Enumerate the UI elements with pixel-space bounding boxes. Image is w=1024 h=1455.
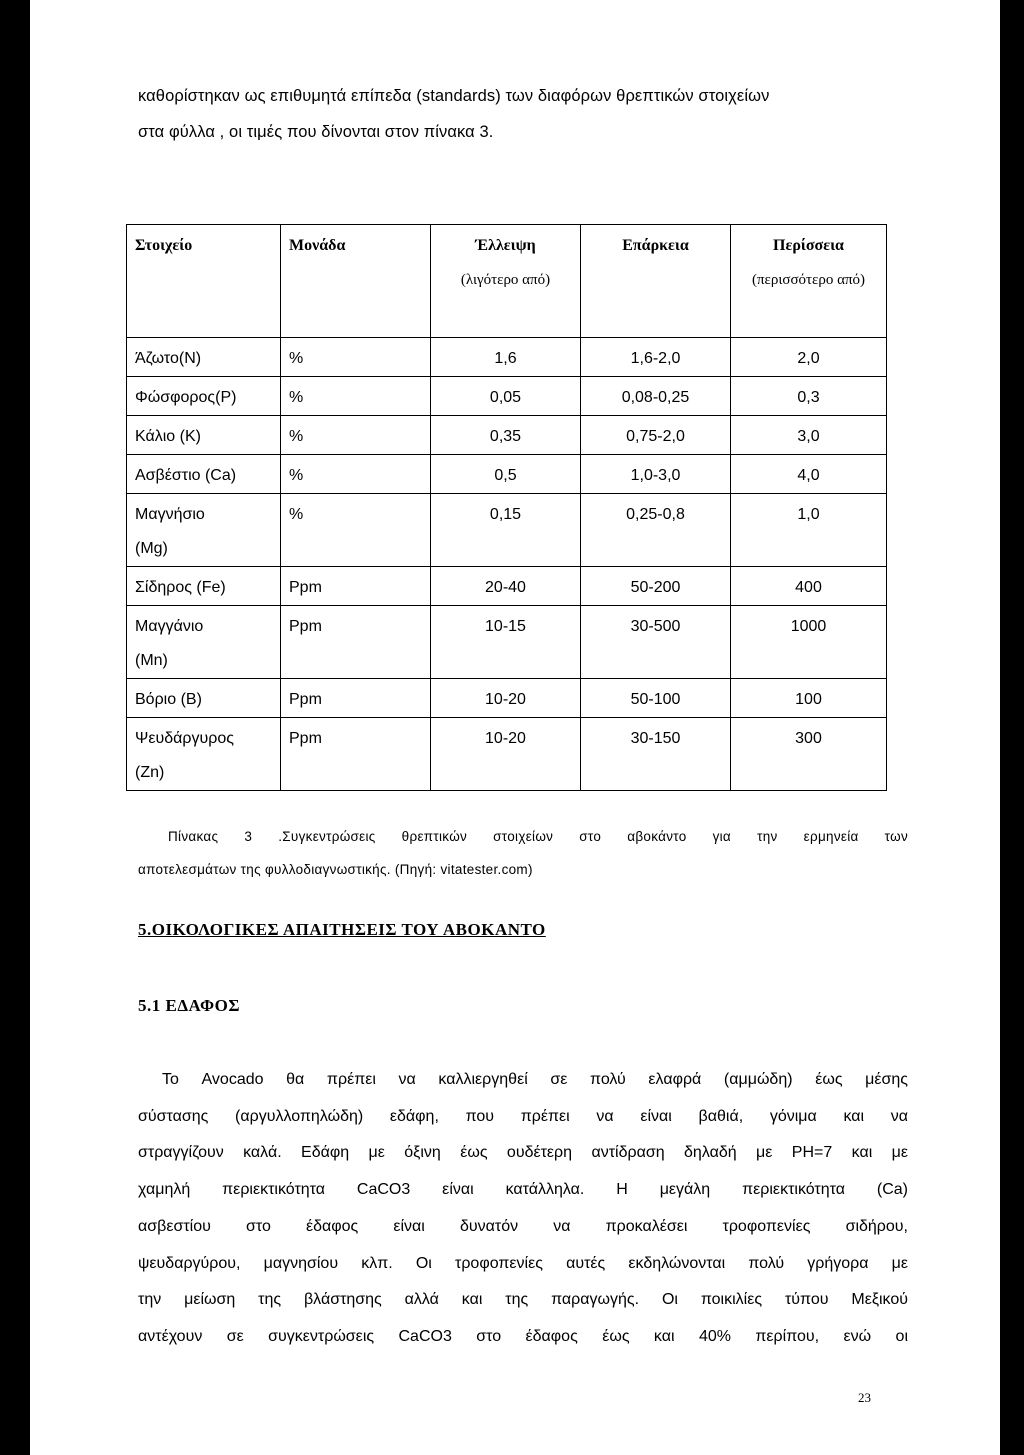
cell-element: Μαγγάνιο (Mn) [127,606,281,679]
cell-excess: 0,3 [731,377,887,416]
cell-deficiency: 0,35 [431,416,581,455]
cell-deficiency: 20-40 [431,567,581,606]
body-paragraph [138,1062,908,1356]
body-line: ασβεστίου στο έδαφος είναι δυνατόν να προκαλέσει τροφοπενίες σιδήρου, [138,1217,908,1235]
cell-unit: Ppm [281,679,431,718]
table-row [127,567,887,606]
table-row [127,606,887,679]
cell-unit: Ppm [281,606,431,679]
cell-sufficiency: 50-100 [581,679,731,718]
table-row [127,338,887,377]
cell-sufficiency: 1,6-2,0 [581,338,731,377]
cell-element: Ψευδάργυρος (Zn) [127,718,281,791]
cell-unit: % [281,416,431,455]
cell-unit: % [281,494,431,567]
cell-unit: % [281,338,431,377]
cell-sufficiency: 30-150 [581,718,731,791]
header-deficiency: Έλλειψη (λιγότερο από) [431,225,581,338]
cell-unit: % [281,455,431,494]
header-deficiency-sub: (λιγότερο από) [460,272,551,288]
cell-deficiency: 0,05 [431,377,581,416]
body-line: σύστασης (αργυλλοπηλώδη) εδάφη, που πρέπει να είναι βαθιά, γόνιμα και να [138,1107,908,1125]
header-excess: Περίσσεια (περισσότερο από) [731,225,887,338]
body-line: χαμηλή περιεκτικότητα CaCO3 είναι κατάλληλα. Η μεγάλη περιεκτικότητα (Ca) [138,1181,908,1199]
cell-excess: 400 [731,567,887,606]
intro-line: καθορίστηκαν ως επιθυμητά επίπεδα (standards) των διαφόρων θρεπτικών στοιχείων [138,87,770,105]
table-row [127,494,887,567]
cell-excess: 3,0 [731,416,887,455]
cell-sufficiency: 1,0-3,0 [581,455,731,494]
table-row [127,455,887,494]
header-unit: Μονάδα [281,225,431,338]
table-row [127,377,887,416]
page-number: 23 [858,1390,871,1405]
cell-deficiency: 10-15 [431,606,581,679]
cell-element: Κάλιο (Κ) [127,416,281,455]
cell-deficiency: 0,15 [431,494,581,567]
cell-deficiency: 1,6 [431,338,581,377]
header-excess-sub: (περισσότερο από) [751,272,866,288]
body-line: αντέχουν σε συγκεντρώσεις CaCO3 στο έδαφος έως και 40% περίπου, ενώ οι [138,1327,908,1345]
document-page [30,0,1000,1455]
body-line: ψευδαργύρου, μαγνησίου κλπ. Οι τροφοπενίες αυτές εκδηλώνονται πολύ γρήγορα με [138,1254,908,1272]
cell-sufficiency: 0,25-0,8 [581,494,731,567]
cell-excess: 1,0 [731,494,887,567]
body-line: την μείωση της βλάστησης αλλά και της παραγωγής. Οι ποικιλίες τύπου Μεξικού [138,1291,908,1309]
section-heading: 5.ΟΙΚΟΛΟΓΙΚΕΣ ΑΠΑΙΤΗΣΕΙΣ ΤΟΥ ΑΒΟΚΑΝΤΟ [138,920,546,939]
table-caption [138,820,908,886]
table-body [127,338,887,791]
cell-element: Βόριο (Β) [127,679,281,718]
cell-excess: 1000 [731,606,887,679]
cell-sufficiency: 0,08-0,25 [581,377,731,416]
cell-unit: % [281,377,431,416]
cell-element: Ασβέστιο (Ca) [127,455,281,494]
table-header-row [127,225,887,338]
cell-excess: 4,0 [731,455,887,494]
header-sufficiency: Επάρκεια [581,225,731,338]
intro-paragraph [138,78,908,150]
cell-deficiency: 10-20 [431,718,581,791]
cell-excess: 100 [731,679,887,718]
subsection-heading: 5.1 ΕΔΑΦΟΣ [138,996,240,1015]
table-row [127,718,887,791]
cell-unit: Ppm [281,567,431,606]
body-line: Το Avocado θα πρέπει να καλλιεργηθεί σε πολύ ελαφρά (αμμώδη) έως μέσης [162,1071,908,1088]
cell-deficiency: 10-20 [431,679,581,718]
header-element: Στοιχείο [127,225,281,338]
cell-element: Σίδηρος (Fe) [127,567,281,606]
table-row [127,416,887,455]
cell-sufficiency: 30-500 [581,606,731,679]
cell-excess: 300 [731,718,887,791]
nutrient-table [126,224,887,791]
table-row [127,679,887,718]
cell-unit: Ppm [281,718,431,791]
cell-element: Άζωτο(Ν) [127,338,281,377]
body-line: στραγγίζουν καλά. Εδάφη με όξινη έως ουδέτερη αντίδραση δηλαδή με PH=7 και με [138,1144,908,1162]
cell-sufficiency: 50-200 [581,567,731,606]
cell-sufficiency: 0,75-2,0 [581,416,731,455]
cell-deficiency: 0,5 [431,455,581,494]
cell-excess: 2,0 [731,338,887,377]
caption-line: Πίνακας 3 .Συγκεντρώσεις θρεπτικών στοιχείων στο αβοκάντο για την ερμηνεία των [168,829,908,844]
cell-element: Μαγνήσιο (Mg) [127,494,281,567]
cell-element: Φώσφορος(Ρ) [127,377,281,416]
intro-line: στα φύλλα , οι τιμές που δίνονται στον πίνακα 3. [138,123,494,141]
caption-line: αποτελεσμάτων της φυλλοδιαγνωστικής. (Πηγή: vitatester.com) [138,862,533,877]
